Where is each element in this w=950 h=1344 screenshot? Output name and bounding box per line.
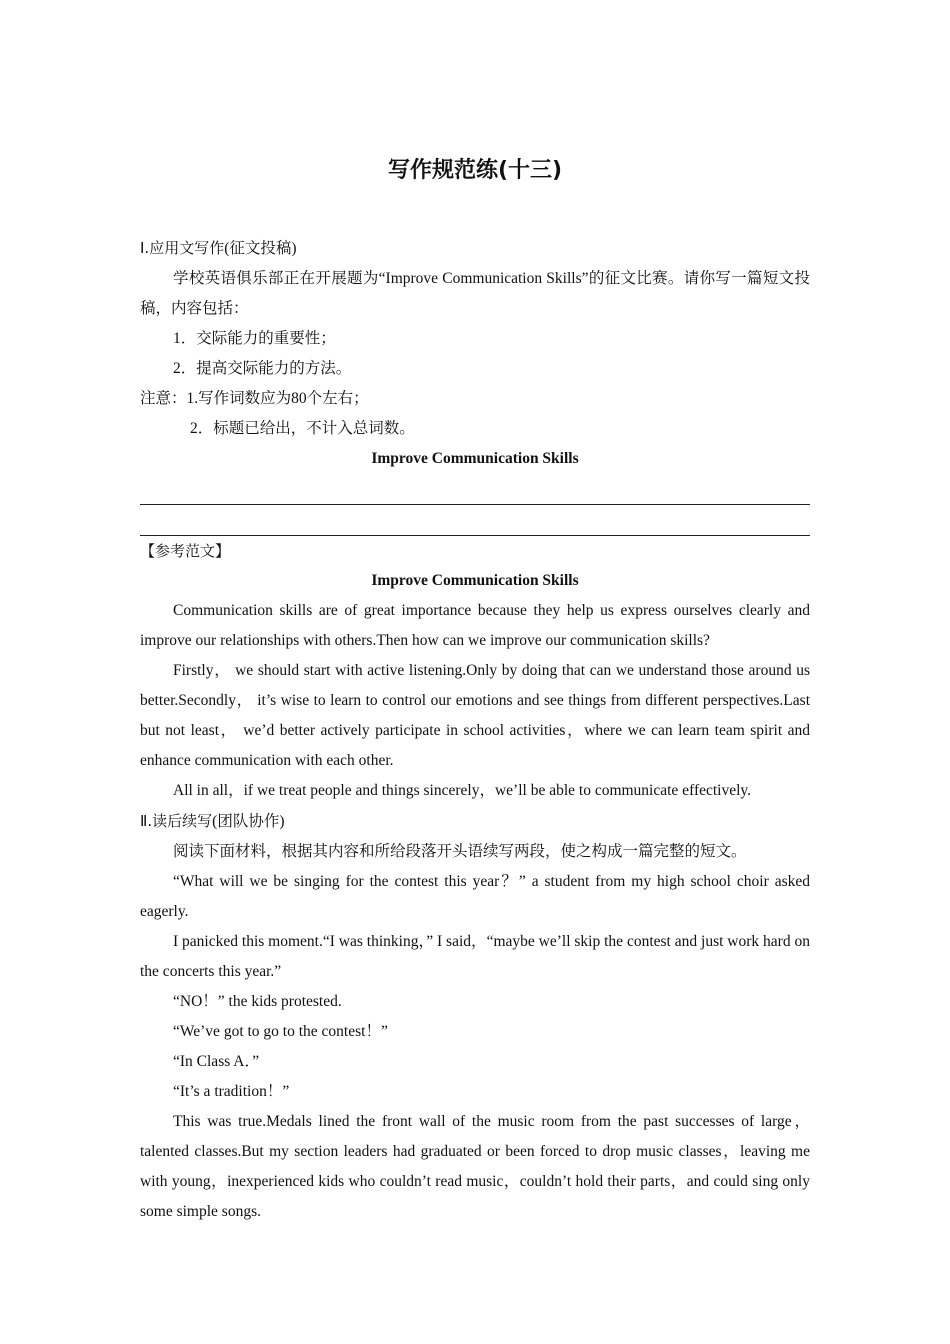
story-paragraph: This was true.Medals lined the front wall of the music room from the past successes of large， talented classes.But my section leaders had graduated or been forced to drop music classes，leaving me with young，inexperienced kids who couldn’t read music，couldn’t hold their parts，and could sing only some simple songs. xyxy=(140,1113,810,1220)
section-1-heading-text: Ⅰ.应用文写作 xyxy=(140,239,225,257)
page-title: 写作规范练(十三) xyxy=(387,158,563,183)
story-quote: “In Class A．” xyxy=(173,1053,260,1070)
reference-paragraph: Communication skills are of great importance because they help us express ourselves clearly and improve our relationships with others.Then how can we improve our communication skills? xyxy=(140,602,810,649)
reference-title: Improve Communication Skills xyxy=(371,572,579,589)
story-quote: “NO！” the kids protested. xyxy=(173,993,342,1010)
section-2-heading-note: (团队协作) xyxy=(212,813,285,830)
reference-paragraph: Firstly， we should start with active listening.Only by doing that can we understand those around us better.Secondly， it’s wise to learn to control our emotions and see things from different perspectives.Last but not least， we’d better actively participate in school activities，where we can learn team spirit and enhance communication with each other. xyxy=(140,662,810,769)
requirement-item: 2．提高交际能力的方法。 xyxy=(173,360,352,377)
section-2-heading xyxy=(140,806,810,837)
reference-label: 【参考范文】 xyxy=(140,542,231,560)
requirement-item: 1．交际能力的重要性； xyxy=(173,330,336,347)
note-line: 2．标题已给出，不计入总词数。 xyxy=(190,420,415,437)
story-quote: “It’s a tradition！” xyxy=(173,1083,290,1100)
essay-title: Improve Communication Skills xyxy=(371,450,579,467)
section-1-heading-note: (征文投稿) xyxy=(224,240,297,257)
story-paragraph: I panicked this moment.“I was thinking，” I said，“maybe we’ll skip the contest and just work hard on the concerts this year.” xyxy=(140,933,810,980)
story-quote: “We’ve got to go to the contest！” xyxy=(173,1023,388,1040)
section-1-intro: 学校英语俱乐部正在开展题为“Improve Communication Skills”的征文比赛。请你写一篇短文投稿，内容包括： xyxy=(140,270,810,317)
answer-line xyxy=(140,505,810,536)
section-2-intro: 阅读下面材料，根据其内容和所给段落开头语续写两段，使之构成一篇完整的短文。 xyxy=(173,843,747,860)
document-body xyxy=(140,233,810,1227)
section-2-heading-text: Ⅱ.读后续写 xyxy=(140,812,213,830)
reference-paragraph: All in all，if we treat people and things sincerely，we’ll be able to communicate effectively. xyxy=(173,782,752,799)
note-line: 注意：1.写作词数应为80个左右； xyxy=(140,390,369,407)
section-1-heading xyxy=(140,233,810,264)
answer-line xyxy=(140,474,810,505)
story-paragraph: “What will we be singing for the contest this year？” a student from my high school choir asked eagerly. xyxy=(140,873,810,920)
